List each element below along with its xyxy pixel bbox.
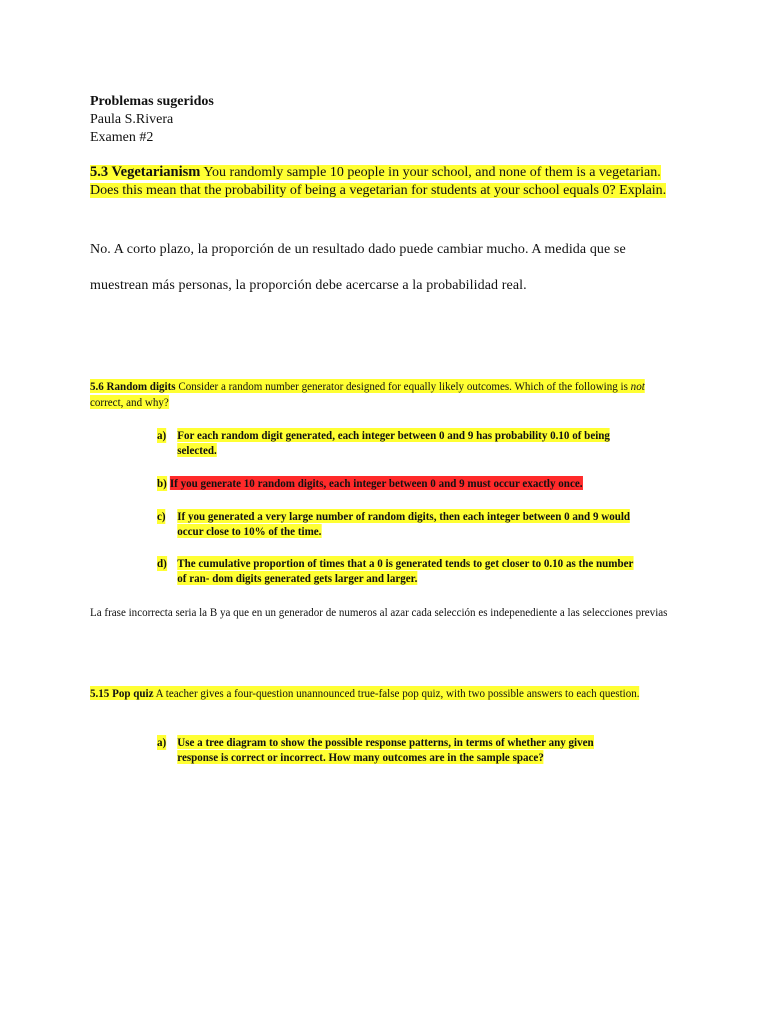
option-c-text: If you generated a very large number of random digits, then each integer between 0 and 9 would occur close to 10% of the time. [177,509,631,538]
option-d-letter: d) [157,556,167,570]
problem-5-3-text: You randomly sample 10 people in your school, and none of them is a vegetarian. Does this mean that the probability of being a vegetarian for students at your school equals 0? Explain. [90,165,667,198]
answer-5-6-text: La frase incorrecta seria la B ya que en un generador de numeros al azar cada selección es indepenediente a las selecciones previas [90,605,668,619]
option-b-letter: b) [157,476,167,490]
document-title: Problemas sugeridos [90,94,214,109]
problem-5-15-number: 5.15 Pop quiz [90,686,154,700]
option-a-text: For each random digit generated, each integer between 0 and 9 has probability 0.10 of being selected. [177,428,610,457]
problem-5-6-text-italic: not [630,379,645,393]
answer-5-3-line-2: muestrean más personas, la proporción debe acercarse a la probabilidad real. [90,278,527,293]
problem-5-3 [90,163,680,200]
author-name: Paula S.Rivera [90,112,174,127]
answer-5-3-line-1: No. A corto plazo, la proporción de un resultado dado puede cambiar mucho. A medida que se [90,242,626,257]
problem-5-6-text-after: correct, and why? [90,394,169,409]
document-page [90,0,690,1024]
option-b-text: If you generate 10 random digits, each integer between 0 and 9 must occur exactly once. [169,476,583,490]
problem-5-6-text-before: Consider a random number generator designed for equally likely outcomes. Which of the following is [175,379,631,393]
problem-5-15-text: A teacher gives a four-question unannounced true-false pop quiz, with two possible answers to each question. [153,686,640,700]
problem-5-6-number: 5.6 Random digits [90,379,176,393]
option-5-15-a-letter: a) [157,735,167,749]
document-header [90,93,214,147]
answer-5-6 [90,605,679,621]
problem-5-3-number: 5.3 Vegetarianism [90,164,201,180]
problem-5-15 [90,686,679,702]
option-c-letter: c) [157,509,166,523]
answer-5-3 [90,232,680,304]
exam-label: Examen #2 [90,130,154,145]
option-a-letter: a) [157,428,167,442]
option-5-15-a-text: Use a tree diagram to show the possible response patterns, in terms of whether any given response is correct or incorrect. How many outcomes are in the sample space? [177,735,594,764]
problem-5-6 [90,379,679,410]
option-d-text: The cumulative proportion of times that a 0 is generated tends to get closer to 0.10 as the number of ran- dom digits generated gets larger and larger. [177,556,634,585]
